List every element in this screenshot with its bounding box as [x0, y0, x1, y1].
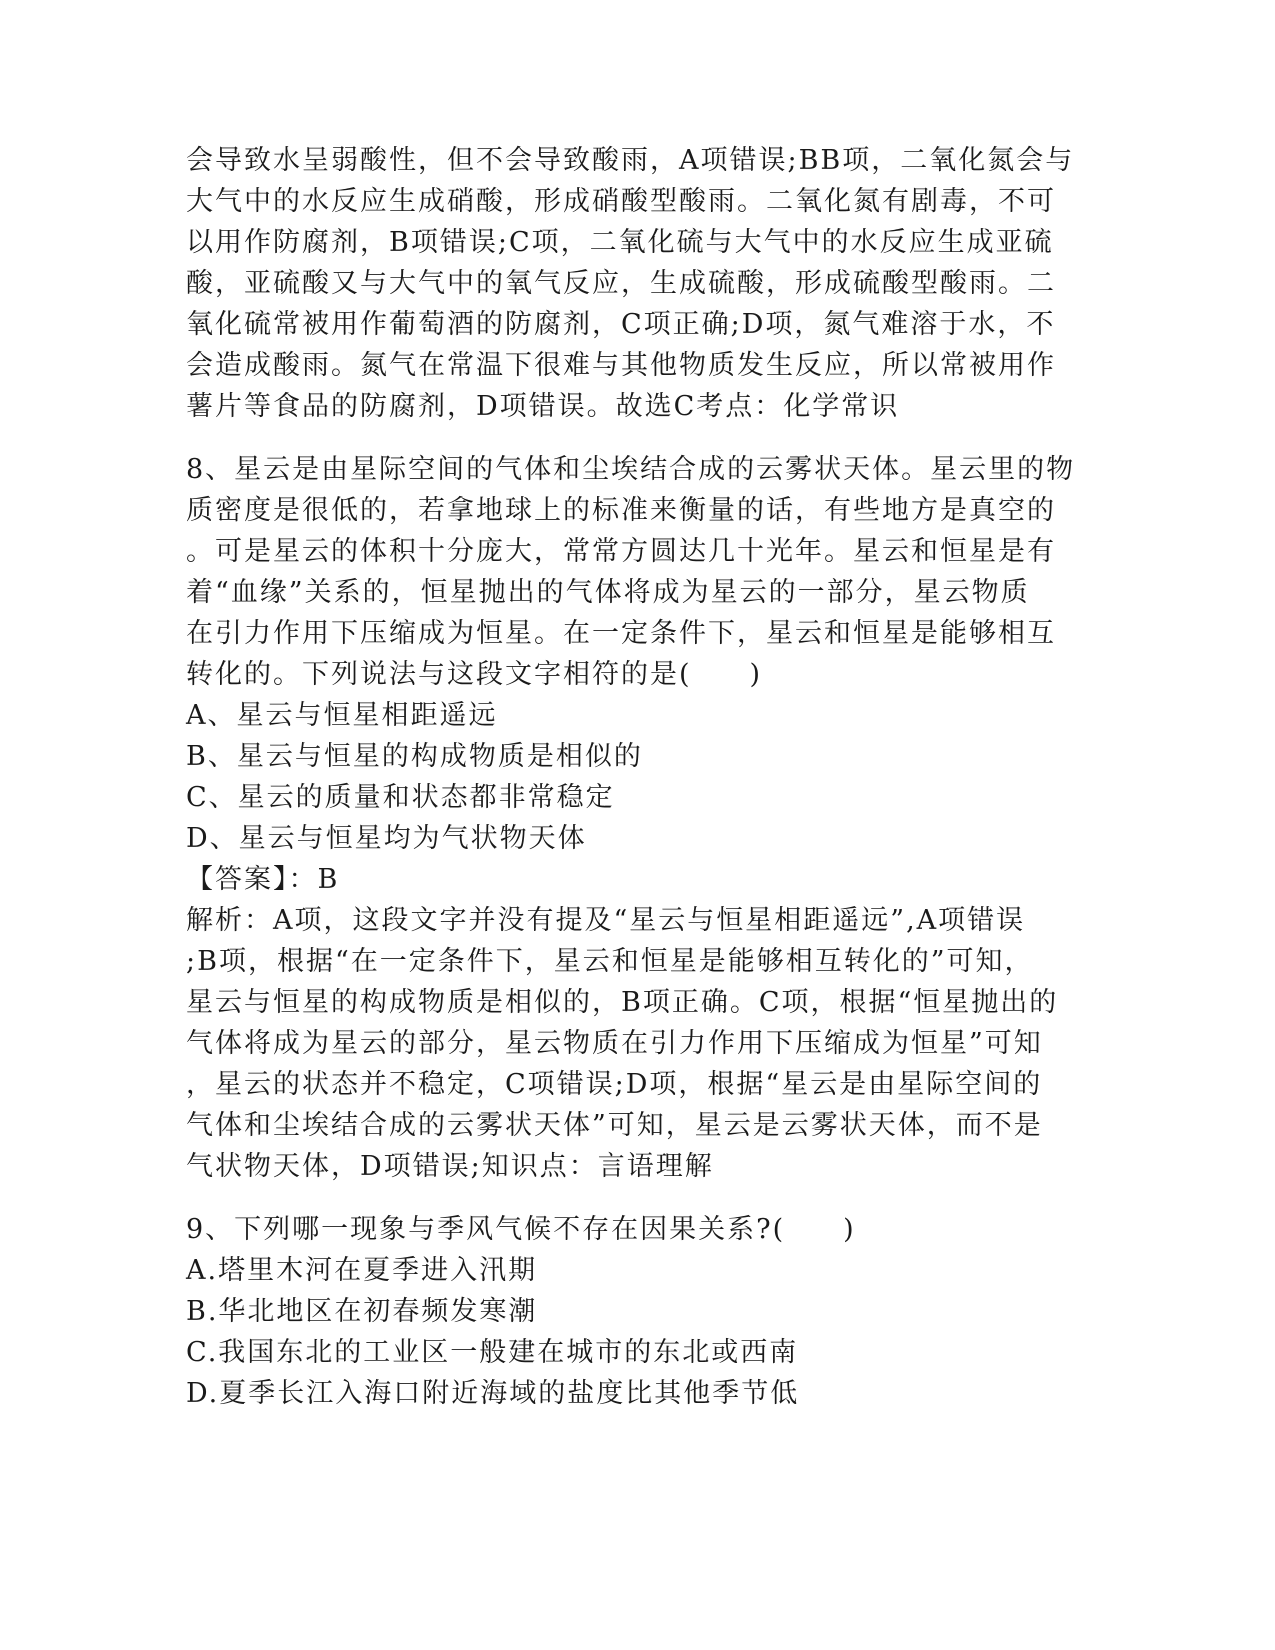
answer-label: 【答案】：B — [186, 864, 340, 895]
text-line: 酸，亚硫酸又与大气中的氧气反应，生成硫酸，形成硫酸型酸雨。二 — [186, 268, 1056, 299]
text-line: 薯片等食品的防腐剂，D项错误。故选C考点：化学常识 — [186, 391, 900, 422]
explanation-line: 解析：A项，这段文字并没有提及“星云与恒星相距遥远”,A项错误 — [186, 905, 1026, 936]
option-b: B、星云与恒星的构成物质是相似的 — [186, 741, 643, 772]
option-c: C.我国东北的工业区一般建在城市的东北或西南 — [186, 1337, 799, 1368]
explanation-line: ，星云的状态并不稳定，C项错误;D项，根据“星云是由星际空间的 — [186, 1069, 1043, 1100]
text-line: 会导致水呈弱酸性，但不会导致酸雨，A项错误;BB项，二氧化氮会与 — [186, 145, 1075, 176]
explanation-line: 气状物天体，D项错误;知识点：言语理解 — [186, 1151, 714, 1182]
question-8-stem: 在引力作用下压缩成为恒星。在一定条件下，星云和恒星是能够相互 — [186, 618, 1056, 649]
explanation-line: 气体将成为星云的部分，星云物质在引力作用下压缩成为恒星”可知 — [186, 1028, 1043, 1059]
question-8-stem: 。可是星云的体积十分庞大，常常方圆达几十光年。星云和恒星是有 — [186, 536, 1056, 567]
option-d: D.夏季长江入海口附近海域的盐度比其他季节低 — [186, 1378, 800, 1409]
option-a: A、星云与恒星相距遥远 — [186, 700, 498, 731]
question-8-stem: 质密度是很低的，若拿地球上的标准来衡量的话，有些地方是真空的 — [186, 495, 1056, 526]
explanation-line: 星云与恒星的构成物质是相似的，B项正确。C项，根据“恒星抛出的 — [186, 987, 1059, 1018]
text-line: 会造成酸雨。氮气在常温下很难与其他物质发生反应，所以常被用作 — [186, 350, 1056, 381]
question-8-stem: 8、星云是由星际空间的气体和尘埃结合成的云雾状天体。星云里的物 — [186, 454, 1076, 485]
text-line: 以用作防腐剂，B项错误;C项，二氧化硫与大气中的水反应生成亚硫 — [186, 227, 1054, 258]
explanation-line: 气体和尘埃结合成的云雾状天体”可知，星云是云雾状天体，而不是 — [186, 1110, 1043, 1141]
text-line: 大气中的水反应生成硝酸，形成硝酸型酸雨。二氧化氮有剧毒，不可 — [186, 186, 1056, 217]
question-8-stem: 转化的。下列说法与这段文字相符的是( ) — [186, 659, 763, 690]
question-9-stem: 9、下列哪一现象与季风气候不存在因果关系?( ) — [186, 1214, 856, 1245]
option-a: A.塔里木河在夏季进入汛期 — [186, 1255, 538, 1286]
text-line: 氧化硫常被用作葡萄酒的防腐剂，C项正确;D项，氮气难溶于水，不 — [186, 309, 1056, 340]
option-c: C、星云的质量和状态都非常稳定 — [186, 782, 615, 813]
question-8-stem: 着“血缘”关系的，恒星抛出的气体将成为星云的一部分，星云物质 — [186, 577, 1030, 608]
explanation-line: ;B项，根据“在一定条件下，星云和恒星是能够相互转化的”可知， — [186, 946, 1034, 977]
option-d: D、星云与恒星均为气状物天体 — [186, 823, 587, 854]
option-b: B.华北地区在初春频发寒潮 — [186, 1296, 538, 1327]
